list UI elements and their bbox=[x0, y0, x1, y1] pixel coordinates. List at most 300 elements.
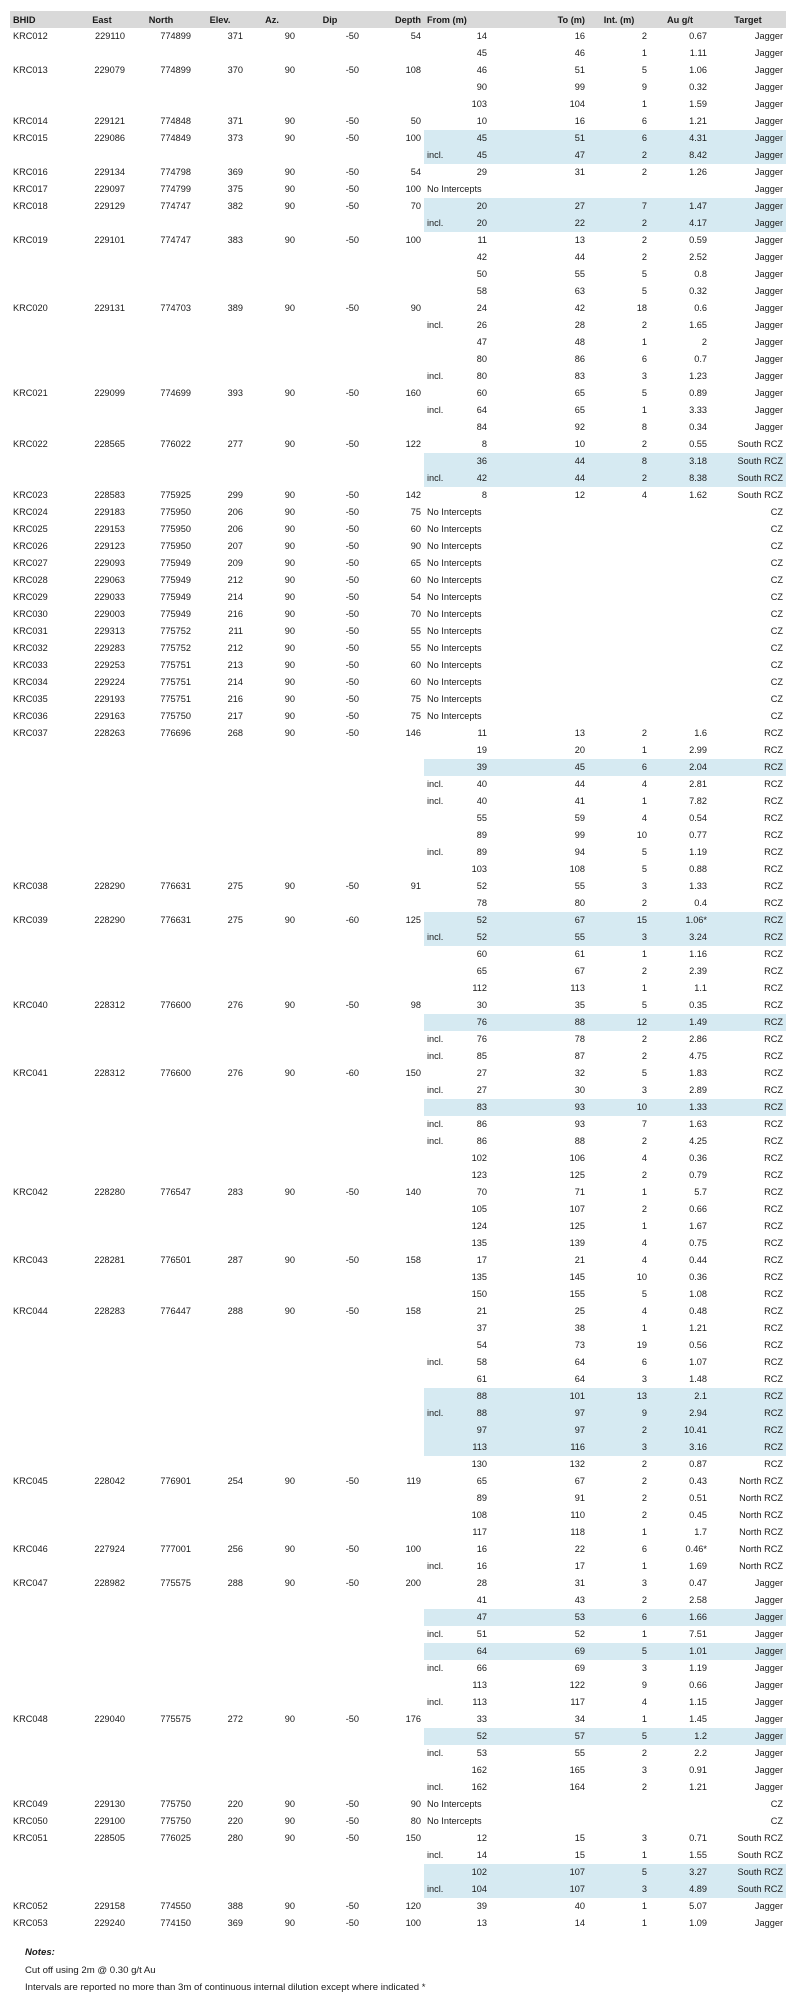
cell-target: Jagger bbox=[710, 1643, 786, 1660]
table-row bbox=[10, 623, 786, 640]
cell-east bbox=[76, 1405, 128, 1422]
cell-au: 4.89 bbox=[650, 1881, 710, 1898]
table-row bbox=[10, 385, 786, 402]
cell-interval: 1 bbox=[641, 949, 647, 959]
cell-east: 229100 bbox=[94, 1816, 125, 1826]
cell-from-value: 42 bbox=[476, 473, 487, 483]
cell-from: 90 bbox=[476, 82, 487, 92]
cell-from-value: 40 bbox=[476, 779, 487, 789]
cell-from-value: 16 bbox=[476, 1561, 487, 1571]
cell-north bbox=[128, 1354, 194, 1371]
cell-elev bbox=[194, 283, 246, 300]
cell-east: 229130 bbox=[94, 1799, 125, 1809]
cell-from-value: 20 bbox=[476, 218, 487, 228]
table-row bbox=[10, 1592, 786, 1609]
cell-from bbox=[424, 1405, 490, 1422]
cell-target: RCZ bbox=[764, 1187, 783, 1197]
cell-east: 228565 bbox=[94, 439, 125, 449]
cell-depth bbox=[362, 776, 424, 793]
cell-north: 775575 bbox=[160, 1714, 191, 1724]
cell-elev: 220 bbox=[227, 1816, 243, 1826]
cell-au: 3.33 bbox=[689, 405, 707, 415]
cell-east bbox=[76, 1847, 128, 1864]
cell-au: 1.2 bbox=[650, 1728, 710, 1745]
incl-label: incl. bbox=[427, 405, 444, 415]
cell-bhid: KRC052 bbox=[13, 1901, 48, 1911]
cell-elev bbox=[194, 1677, 246, 1694]
table-row bbox=[10, 997, 786, 1014]
cell-from: 65 bbox=[476, 966, 487, 976]
cell-elev bbox=[194, 759, 246, 776]
cell-east: 229283 bbox=[94, 643, 125, 653]
cell-au: 1.11 bbox=[689, 48, 707, 58]
cell-depth: 90 bbox=[410, 541, 421, 551]
cell-az bbox=[246, 1592, 298, 1609]
cell-elev bbox=[194, 1286, 246, 1303]
cell-dip bbox=[298, 1864, 362, 1881]
cell-au: 7.82 bbox=[689, 796, 707, 806]
cell-dip bbox=[298, 402, 362, 419]
cell-from: 58 bbox=[476, 286, 487, 296]
cell-to: 13 bbox=[574, 728, 585, 738]
cell-from: 80 bbox=[476, 354, 487, 364]
cell-bhid: KRC042 bbox=[13, 1187, 48, 1197]
incl-label: incl. bbox=[427, 847, 444, 857]
cell-interval: 1 bbox=[641, 99, 647, 109]
cell-from: 103 bbox=[471, 864, 487, 874]
cell-north: 776547 bbox=[160, 1187, 191, 1197]
cell-interval: 5 bbox=[641, 864, 647, 874]
cell-no-intercepts: No Intercepts bbox=[427, 694, 482, 704]
cell-az: 90 bbox=[284, 439, 295, 449]
cell-target: Jagger bbox=[754, 184, 783, 194]
cell-target: Jagger bbox=[754, 1765, 783, 1775]
cell-interval: 6 bbox=[588, 1609, 650, 1626]
incl-label: incl. bbox=[427, 1697, 444, 1707]
table-row bbox=[10, 640, 786, 657]
cell-interval: 2 bbox=[641, 1170, 647, 1180]
cell-north: 774703 bbox=[160, 303, 191, 313]
cell-az bbox=[246, 1014, 298, 1031]
cell-dip bbox=[298, 1881, 362, 1898]
cell-elev: 299 bbox=[227, 490, 243, 500]
cell-to: 22 bbox=[574, 1544, 585, 1554]
cell-az bbox=[246, 929, 298, 946]
incl-label: incl. bbox=[427, 1663, 444, 1673]
cell-depth bbox=[362, 1354, 424, 1371]
cell-elev: 388 bbox=[227, 1901, 243, 1911]
cell-dip: -50 bbox=[345, 1476, 359, 1486]
cell-dip: -60 bbox=[345, 1068, 359, 1078]
cell-au: 0.91 bbox=[689, 1765, 707, 1775]
cell-from: 150 bbox=[471, 1289, 487, 1299]
cell-interval: 3 bbox=[588, 1439, 650, 1456]
cell-north: 775752 bbox=[160, 643, 191, 653]
cell-au: 1.55 bbox=[689, 1850, 707, 1860]
cell-east bbox=[76, 827, 128, 844]
cell-depth: 70 bbox=[410, 609, 421, 619]
cell-au: 0.71 bbox=[689, 1833, 707, 1843]
cell-au: 1.48 bbox=[689, 1374, 707, 1384]
cell-bhid bbox=[10, 1388, 76, 1405]
cell-to bbox=[490, 181, 588, 198]
cell-north bbox=[128, 1762, 194, 1779]
cell-interval: 6 bbox=[641, 354, 647, 364]
cell-depth bbox=[362, 1235, 424, 1252]
cell-north bbox=[128, 215, 194, 232]
cell-interval: 5 bbox=[641, 269, 647, 279]
cell-east bbox=[76, 351, 128, 368]
cell-east bbox=[76, 1031, 128, 1048]
cell-bhid: KRC015 bbox=[13, 133, 48, 143]
cell-north: 774550 bbox=[160, 1901, 191, 1911]
cell-interval bbox=[588, 589, 650, 606]
col-east-header: East bbox=[76, 11, 128, 28]
cell-to bbox=[490, 674, 588, 691]
cell-az bbox=[246, 1507, 298, 1524]
cell-depth: 146 bbox=[405, 728, 421, 738]
cell-target: RCZ bbox=[764, 1357, 783, 1367]
cell-az bbox=[246, 368, 298, 385]
cell-bhid: KRC026 bbox=[13, 541, 48, 551]
cell-to: 78 bbox=[574, 1034, 585, 1044]
cell-au: 1.08 bbox=[689, 1289, 707, 1299]
cell-interval: 2 bbox=[641, 966, 647, 976]
cell-interval bbox=[588, 640, 650, 657]
cell-elev: 272 bbox=[227, 1714, 243, 1724]
cell-elev bbox=[194, 1745, 246, 1762]
cell-north: 774799 bbox=[160, 184, 191, 194]
cell-no-intercepts: No Intercepts bbox=[427, 609, 482, 619]
incl-label: incl. bbox=[427, 932, 444, 942]
cell-target: Jagger bbox=[754, 48, 783, 58]
cell-north: 774747 bbox=[160, 235, 191, 245]
cell-east: 228042 bbox=[94, 1476, 125, 1486]
cell-from bbox=[424, 1354, 490, 1371]
cell-interval: 2 bbox=[641, 1782, 647, 1792]
cell-to: 107 bbox=[490, 1864, 588, 1881]
cell-from: 70 bbox=[476, 1187, 487, 1197]
cell-north bbox=[128, 453, 194, 470]
cell-dip bbox=[298, 1439, 362, 1456]
cell-au: 0.55 bbox=[689, 439, 707, 449]
cell-from-value: 40 bbox=[476, 796, 487, 806]
cell-target: RCZ bbox=[764, 1272, 783, 1282]
cell-az: 90 bbox=[284, 592, 295, 602]
cell-dip bbox=[298, 861, 362, 878]
cell-az bbox=[246, 1745, 298, 1762]
cell-target: Jagger bbox=[754, 99, 783, 109]
cell-elev: 276 bbox=[227, 1000, 243, 1010]
cell-interval: 4 bbox=[641, 813, 647, 823]
cell-north bbox=[128, 96, 194, 113]
cell-au: 1.7 bbox=[694, 1527, 707, 1537]
cell-to: 67 bbox=[574, 1476, 585, 1486]
table-row bbox=[10, 215, 786, 232]
incl-label: incl. bbox=[427, 1051, 444, 1061]
table-row bbox=[10, 1269, 786, 1286]
cell-interval: 2 bbox=[641, 1493, 647, 1503]
cell-to: 104 bbox=[569, 99, 585, 109]
cell-dip bbox=[298, 215, 362, 232]
cell-interval: 5 bbox=[588, 1864, 650, 1881]
cell-north: 775751 bbox=[160, 677, 191, 687]
cell-az bbox=[246, 1694, 298, 1711]
cell-az: 90 bbox=[284, 626, 295, 636]
cell-au: 0.36 bbox=[689, 1272, 707, 1282]
cell-depth bbox=[362, 1524, 424, 1541]
cell-north: 776600 bbox=[160, 1000, 191, 1010]
table-row bbox=[10, 844, 786, 861]
cell-from: 33 bbox=[476, 1714, 487, 1724]
cell-to: 65 bbox=[574, 388, 585, 398]
cell-interval: 1 bbox=[641, 1918, 647, 1928]
cell-from-value: 85 bbox=[476, 1051, 487, 1061]
cell-east bbox=[76, 946, 128, 963]
cell-east: 227924 bbox=[94, 1544, 125, 1554]
incl-label: incl. bbox=[427, 1782, 444, 1792]
cell-interval: 1 bbox=[641, 1527, 647, 1537]
cell-bhid: KRC030 bbox=[13, 609, 48, 619]
cell-east bbox=[76, 1694, 128, 1711]
cell-east bbox=[76, 980, 128, 997]
cell-depth bbox=[362, 1881, 424, 1898]
cell-dip bbox=[298, 334, 362, 351]
cell-bhid: KRC016 bbox=[13, 167, 48, 177]
cell-bhid bbox=[10, 1626, 76, 1643]
cell-east: 229003 bbox=[94, 609, 125, 619]
cell-east: 229079 bbox=[94, 65, 125, 75]
cell-depth: 60 bbox=[410, 524, 421, 534]
cell-to: 107 bbox=[490, 1881, 588, 1898]
cell-dip bbox=[298, 1779, 362, 1796]
cell-au bbox=[650, 640, 710, 657]
cell-from: 42 bbox=[476, 252, 487, 262]
cell-target: CZ bbox=[770, 541, 783, 551]
cell-east bbox=[76, 1082, 128, 1099]
cell-north bbox=[128, 1456, 194, 1473]
cell-east bbox=[76, 1626, 128, 1643]
cell-to: 67 bbox=[574, 966, 585, 976]
cell-au: 0.7 bbox=[694, 354, 707, 364]
cell-target: RCZ bbox=[764, 1119, 783, 1129]
cell-depth bbox=[362, 1507, 424, 1524]
cell-bhid bbox=[10, 1490, 76, 1507]
col-north-header: North bbox=[128, 11, 194, 28]
cell-dip: -50 bbox=[345, 609, 359, 619]
cell-interval bbox=[588, 572, 650, 589]
cell-au: 1.07 bbox=[689, 1357, 707, 1367]
cell-interval bbox=[588, 538, 650, 555]
cell-depth bbox=[362, 402, 424, 419]
cell-au: 4.25 bbox=[689, 1136, 707, 1146]
cell-au: 1.06 bbox=[689, 65, 707, 75]
cell-from-value: 86 bbox=[476, 1136, 487, 1146]
cell-depth: 140 bbox=[405, 1187, 421, 1197]
cell-bhid bbox=[10, 1405, 76, 1422]
cell-dip bbox=[298, 1082, 362, 1099]
cell-target: Jagger bbox=[754, 1714, 783, 1724]
cell-depth bbox=[362, 1864, 424, 1881]
cell-target: Jagger bbox=[754, 303, 783, 313]
cell-elev bbox=[194, 351, 246, 368]
cell-au: 0.67 bbox=[689, 31, 707, 41]
cell-au: 1.67 bbox=[689, 1221, 707, 1231]
cell-depth: 100 bbox=[405, 1918, 421, 1928]
cell-az bbox=[246, 334, 298, 351]
cell-bhid bbox=[10, 1524, 76, 1541]
cell-no-intercepts: No Intercepts bbox=[427, 711, 482, 721]
cell-target: RCZ bbox=[764, 1374, 783, 1384]
cell-au: 1.16 bbox=[689, 949, 707, 959]
cell-depth bbox=[362, 1660, 424, 1677]
cell-au: 1.33 bbox=[650, 1099, 710, 1116]
cell-target: Jagger bbox=[754, 371, 783, 381]
cell-bhid: KRC040 bbox=[13, 1000, 48, 1010]
cell-east: 228505 bbox=[94, 1833, 125, 1843]
cell-north: 774848 bbox=[160, 116, 191, 126]
table-row bbox=[10, 96, 786, 113]
cell-dip bbox=[298, 1728, 362, 1745]
cell-au bbox=[650, 708, 710, 725]
cell-east: 229134 bbox=[94, 167, 125, 177]
cell-north bbox=[128, 1048, 194, 1065]
table-row bbox=[10, 1711, 786, 1728]
cell-depth: 70 bbox=[410, 201, 421, 211]
cell-to: 55 bbox=[490, 929, 588, 946]
cell-east bbox=[76, 1745, 128, 1762]
cell-target: CZ bbox=[770, 558, 783, 568]
cell-au: 1.59 bbox=[689, 99, 707, 109]
cell-east bbox=[76, 1320, 128, 1337]
cell-depth: 54 bbox=[410, 592, 421, 602]
cell-north bbox=[128, 1490, 194, 1507]
cell-elev bbox=[194, 895, 246, 912]
cell-interval: 1 bbox=[641, 337, 647, 347]
table-row bbox=[10, 198, 786, 215]
cell-to: 132 bbox=[569, 1459, 585, 1469]
cell-interval: 4 bbox=[641, 1238, 647, 1248]
cell-au: 0.35 bbox=[689, 1000, 707, 1010]
cell-from-value: 53 bbox=[476, 1748, 487, 1758]
cell-east bbox=[76, 1354, 128, 1371]
cell-depth bbox=[362, 215, 424, 232]
cell-depth bbox=[362, 1609, 424, 1626]
cell-dip: -50 bbox=[345, 439, 359, 449]
cell-from: 30 bbox=[476, 1000, 487, 1010]
cell-north: 775925 bbox=[160, 490, 191, 500]
table-row bbox=[10, 878, 786, 895]
table-row bbox=[10, 1371, 786, 1388]
cell-depth: 65 bbox=[410, 558, 421, 568]
table-row bbox=[10, 1473, 786, 1490]
cell-elev bbox=[194, 453, 246, 470]
cell-depth bbox=[362, 470, 424, 487]
cell-east bbox=[76, 96, 128, 113]
cell-interval: 13 bbox=[588, 1388, 650, 1405]
cell-az bbox=[246, 1082, 298, 1099]
cell-elev: 369 bbox=[227, 167, 243, 177]
cell-depth bbox=[362, 1694, 424, 1711]
cell-east: 229099 bbox=[94, 388, 125, 398]
cell-depth: 54 bbox=[410, 31, 421, 41]
cell-target: RCZ bbox=[764, 1204, 783, 1214]
cell-elev bbox=[194, 45, 246, 62]
cell-au bbox=[650, 521, 710, 538]
cell-target: Jagger bbox=[754, 354, 783, 364]
cell-bhid bbox=[10, 793, 76, 810]
cell-north bbox=[128, 1524, 194, 1541]
cell-bhid bbox=[10, 810, 76, 827]
col-au-header: Au g/t bbox=[650, 11, 710, 28]
cell-from: 36 bbox=[424, 453, 490, 470]
cell-bhid bbox=[10, 215, 76, 232]
cell-depth bbox=[362, 249, 424, 266]
cell-az: 90 bbox=[284, 65, 295, 75]
cell-bhid bbox=[10, 980, 76, 997]
cell-az bbox=[246, 1881, 298, 1898]
cell-dip bbox=[298, 96, 362, 113]
table-row bbox=[10, 232, 786, 249]
cell-to: 12 bbox=[574, 490, 585, 500]
cell-bhid bbox=[10, 1116, 76, 1133]
cell-elev: 207 bbox=[227, 541, 243, 551]
cell-to: 41 bbox=[574, 796, 585, 806]
cell-az bbox=[246, 1660, 298, 1677]
cell-elev bbox=[194, 1337, 246, 1354]
cell-east: 228280 bbox=[94, 1187, 125, 1197]
cell-az: 90 bbox=[284, 558, 295, 568]
col-bhid-header: BHID bbox=[10, 11, 76, 28]
cell-elev bbox=[194, 402, 246, 419]
cell-to: 15 bbox=[574, 1833, 585, 1843]
cell-elev: 206 bbox=[227, 524, 243, 534]
cell-dip bbox=[298, 742, 362, 759]
cell-az bbox=[246, 980, 298, 997]
cell-bhid: KRC020 bbox=[13, 303, 48, 313]
cell-from: 52 bbox=[424, 1728, 490, 1745]
cell-bhid bbox=[10, 929, 76, 946]
cell-interval: 4 bbox=[641, 1697, 647, 1707]
cell-bhid: KRC028 bbox=[13, 575, 48, 585]
cell-au: 1.21 bbox=[689, 116, 707, 126]
cell-target: North RCZ bbox=[739, 1544, 783, 1554]
cell-bhid bbox=[10, 79, 76, 96]
cell-az: 90 bbox=[284, 711, 295, 721]
cell-az bbox=[246, 793, 298, 810]
cell-depth: 158 bbox=[405, 1255, 421, 1265]
cell-from: 130 bbox=[471, 1459, 487, 1469]
cell-interval: 2 bbox=[641, 1204, 647, 1214]
cell-az: 90 bbox=[284, 184, 295, 194]
cell-east: 229110 bbox=[95, 31, 125, 41]
cell-az bbox=[246, 1388, 298, 1405]
cell-target: Jagger bbox=[754, 65, 783, 75]
cell-to: 44 bbox=[574, 779, 585, 789]
cell-from bbox=[424, 776, 490, 793]
cell-bhid bbox=[10, 1150, 76, 1167]
cell-interval: 4 bbox=[641, 1306, 647, 1316]
cell-az bbox=[246, 351, 298, 368]
cell-bhid bbox=[10, 1422, 76, 1439]
cell-au bbox=[650, 1796, 710, 1813]
cell-au: 2.04 bbox=[650, 759, 710, 776]
cell-interval: 1 bbox=[641, 1187, 647, 1197]
cell-north: 775949 bbox=[160, 592, 191, 602]
cell-east bbox=[76, 1337, 128, 1354]
cell-north bbox=[128, 1337, 194, 1354]
cell-north: 774747 bbox=[160, 201, 191, 211]
